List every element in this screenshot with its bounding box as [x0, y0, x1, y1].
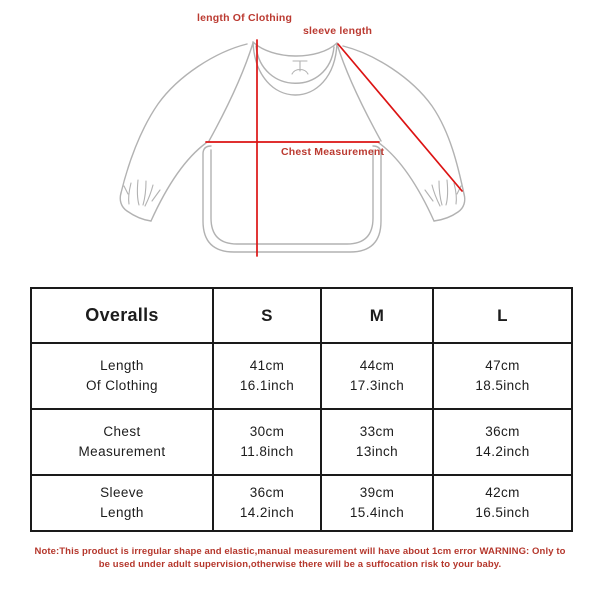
right-sleeve-inner — [379, 143, 434, 221]
chest-s-cell: 30cm 11.8inch — [213, 409, 321, 475]
table-row-chest — [31, 409, 572, 475]
header-size-m: M — [321, 288, 433, 343]
right-cuff — [434, 194, 465, 221]
header-overalls: Overalls — [31, 288, 213, 343]
size-table — [30, 287, 573, 532]
length-l-cell: 47cm 18.5inch — [433, 343, 572, 409]
sleeve-length-label: sleeve length — [303, 25, 373, 37]
collar — [253, 42, 337, 95]
size-table-header-row — [31, 288, 572, 343]
sleeve-s-cell: 36cm 14.2inch — [213, 475, 321, 531]
row-label-length: Length Of Clothing — [31, 343, 213, 409]
chest-m-cell: 33cm 13inch — [321, 409, 433, 475]
left-sleeve-inner — [151, 143, 206, 221]
left-cuff — [120, 193, 151, 221]
warning-note: Note:This product is irregular shape and elastic,manual measurement will have about 1cm error WARNING: Only to be used under adult supervision,otherwise there will be a suffocation risk to your baby. — [34, 546, 566, 570]
row-label-sleeve: Sleeve Length — [31, 475, 213, 531]
bib-inner — [211, 150, 373, 244]
chest-measurement-label: Chest Measurement — [281, 146, 385, 158]
length-s-cell: 41cm 16.1inch — [213, 343, 321, 409]
row-label-chest: Chest Measurement — [31, 409, 213, 475]
header-size-l: L — [433, 288, 572, 343]
chest-l-cell: 36cm 14.2inch — [433, 409, 572, 475]
table-row-length — [31, 343, 572, 409]
collar-hanger-mark — [292, 61, 308, 74]
table-row-sleeve — [31, 475, 572, 531]
bib-outer — [203, 146, 381, 252]
back-neck-curve — [253, 42, 337, 56]
sleeve-l-cell: 42cm 16.5inch — [433, 475, 572, 531]
sleeve-m-cell: 39cm 15.4inch — [321, 475, 433, 531]
length-of-clothing-label: length Of Clothing — [197, 12, 293, 24]
cuff-gathers — [124, 180, 461, 206]
sleeve-measure-line — [338, 44, 462, 191]
header-size-s: S — [213, 288, 321, 343]
length-m-cell: 44cm 17.3inch — [321, 343, 433, 409]
left-sleeve-outer — [121, 44, 247, 193]
left-raglan-seam — [209, 43, 253, 141]
garment-diagram — [0, 0, 600, 285]
